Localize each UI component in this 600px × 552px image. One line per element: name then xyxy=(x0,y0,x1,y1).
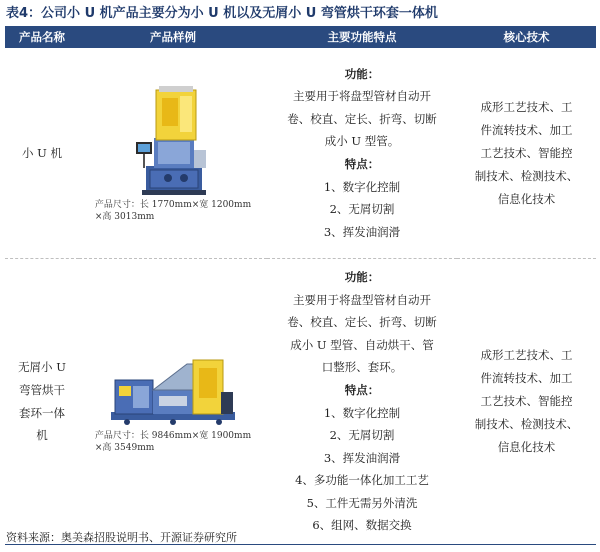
product-size xyxy=(95,430,251,454)
feature-item: 4、多功能一体化加工工艺 xyxy=(295,473,429,488)
function-line: 卷、校直、定长、折弯、切断 xyxy=(287,111,437,126)
small-u-machine-image xyxy=(128,84,218,199)
product-size-line: ×高 3549mm xyxy=(94,442,155,453)
core-tech-line: 成形工艺技术、工 xyxy=(480,99,573,114)
product-table xyxy=(5,26,596,545)
function-heading: 功能： xyxy=(344,66,380,81)
product-sample-cell xyxy=(79,259,267,545)
function-heading: 功能： xyxy=(344,269,380,284)
product-size-line: 产品尺寸：长 9846mm×宽 1900mm xyxy=(94,430,252,441)
feature-item: 1、数字化控制 xyxy=(323,405,401,420)
core-tech-line: 信息化技术 xyxy=(497,191,556,206)
product-name: 弯管烘干 xyxy=(19,382,65,397)
function-line: 主要用于将盘型管材自动开 xyxy=(293,292,431,307)
feature-item: 6、组网、数据交换 xyxy=(312,518,412,533)
feature-item: 1、数字化控制 xyxy=(323,179,401,194)
feature-heading: 特点： xyxy=(344,157,380,171)
core-tech-line: 工艺技术、智能控 xyxy=(480,145,573,160)
header-product-sample: 产品样例 xyxy=(79,26,267,48)
function-cell xyxy=(267,259,457,545)
product-name: 机 xyxy=(36,428,48,443)
product-size-line: ×高 3013mm xyxy=(94,211,155,222)
core-tech-cell xyxy=(457,48,596,259)
feature-item: 2、无屑切割 xyxy=(329,428,395,443)
core-tech-cell xyxy=(457,259,596,545)
table-title: 表4：公司小 U 机产品主要分为小 U 机以及无屑小 U 弯管烘干环套一体机 xyxy=(6,6,438,21)
chipless-u-machine-image xyxy=(109,350,237,430)
function-line: 成小 U 型管。 xyxy=(324,134,400,149)
feature-heading: 特点： xyxy=(344,382,380,397)
product-size-line: 产品尺寸：长 1770mm×宽 1200mm xyxy=(94,199,252,210)
feature-item: 5、工件无需另外清洗 xyxy=(306,495,418,510)
core-tech-line: 成形工艺技术、工 xyxy=(480,348,573,362)
core-tech-line: 件流转技术、加工 xyxy=(480,122,573,137)
function-line: 卷、校直、定长、折弯、切断 xyxy=(287,315,437,330)
core-tech-line: 制技术、检测技术、 xyxy=(474,168,579,183)
product-sample-cell xyxy=(79,48,267,259)
source-note: 资料来源：奥美森招股说明书、开源证券研究所 xyxy=(6,531,237,544)
product-name: 套环一体 xyxy=(19,405,65,420)
header-product-name: 产品名称 xyxy=(5,26,79,48)
table-row xyxy=(5,48,596,259)
function-line: 口整形、套环。 xyxy=(321,360,403,375)
header-core-tech: 核心技术 xyxy=(457,26,596,48)
core-tech-line: 件流转技术、加工 xyxy=(480,371,573,385)
product-size xyxy=(95,199,251,223)
core-tech-line: 工艺技术、智能控 xyxy=(480,394,573,408)
core-tech-line: 制技术、检测技术、 xyxy=(474,417,579,431)
function-line: 主要用于将盘型管材自动开 xyxy=(293,89,431,104)
product-name-cell xyxy=(5,259,79,545)
header-row xyxy=(5,26,596,48)
table-row xyxy=(5,259,596,545)
core-tech-line: 信息化技术 xyxy=(497,440,556,454)
function-cell xyxy=(267,48,457,259)
product-name: 小 U 机 xyxy=(21,145,62,160)
feature-item: 3、挥发油润滑 xyxy=(323,450,401,465)
feature-item: 3、挥发油润滑 xyxy=(323,224,401,239)
function-line: 成小 U 型管、自动烘干、管 xyxy=(290,337,434,352)
product-name-cell xyxy=(5,48,79,259)
feature-item: 2、无屑切割 xyxy=(329,202,395,217)
product-name: 无屑小 U xyxy=(18,360,66,375)
header-main-functions: 主要功能特点 xyxy=(267,26,457,48)
